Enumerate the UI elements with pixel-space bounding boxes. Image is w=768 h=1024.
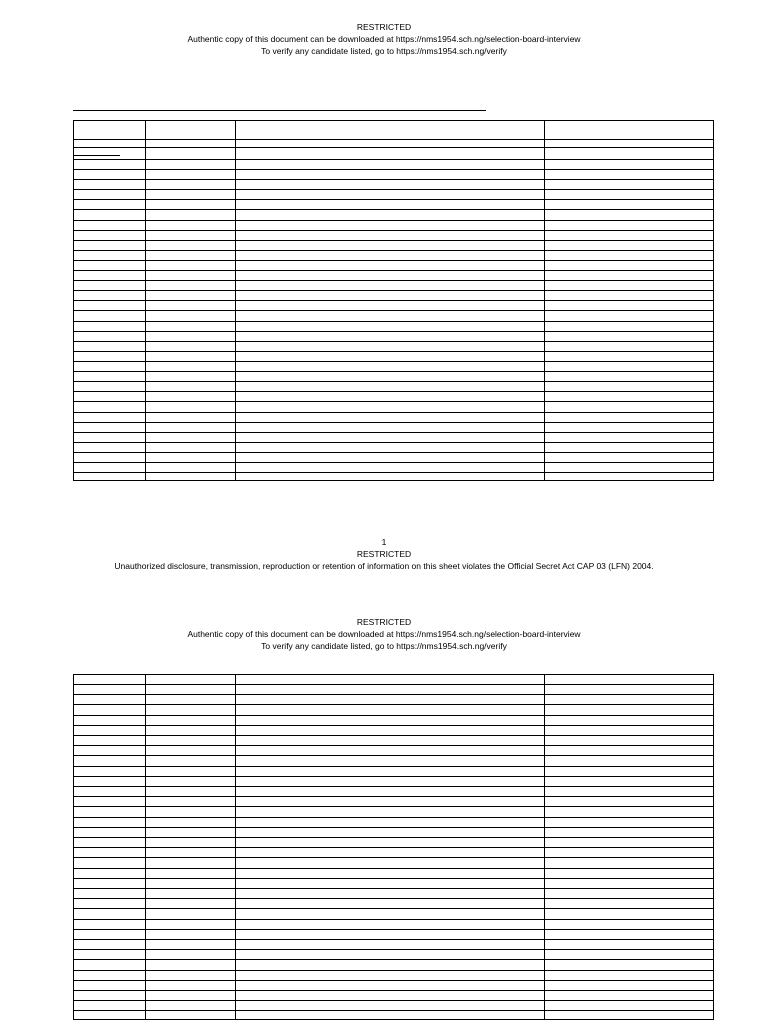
table-row-rule bbox=[74, 321, 713, 322]
table-row-rule bbox=[74, 970, 713, 971]
table-row-rule bbox=[74, 147, 713, 148]
table-row-rule bbox=[74, 401, 713, 402]
table-row-rule bbox=[74, 179, 713, 180]
table-row-rule bbox=[74, 929, 713, 930]
table-row-rule bbox=[74, 847, 713, 848]
table-row-rule bbox=[74, 351, 713, 352]
table-row-rule bbox=[74, 949, 713, 950]
table-row-rule bbox=[74, 290, 713, 291]
table-row-rule bbox=[74, 908, 713, 909]
table-row-rule bbox=[74, 270, 713, 271]
table-row-rule bbox=[74, 704, 713, 705]
page1-verify-note: To verify any candidate listed, go to https://nms1954.sch.ng/verify bbox=[261, 46, 507, 56]
table-row-rule bbox=[74, 300, 713, 301]
table-row-rule bbox=[74, 786, 713, 787]
table-row-rule bbox=[74, 725, 713, 726]
page1-header-classification: RESTRICTED bbox=[356, 22, 412, 32]
table-row-rule bbox=[74, 209, 713, 210]
table-row-rule bbox=[74, 260, 713, 261]
table-row-rule bbox=[74, 230, 713, 231]
table-row-rule bbox=[74, 412, 713, 413]
table-row-rule bbox=[74, 422, 713, 423]
table-row-rule bbox=[74, 878, 713, 879]
table-row-rule bbox=[74, 189, 713, 190]
table-row-rule bbox=[74, 139, 713, 140]
table-row-rule bbox=[74, 250, 713, 251]
table-row-rule bbox=[74, 715, 713, 716]
table-row-rule bbox=[74, 745, 713, 746]
table-row-rule bbox=[74, 796, 713, 797]
table-row-rule bbox=[74, 806, 713, 807]
table-row-rule bbox=[74, 990, 713, 991]
page1-download-note: Authentic copy of this document can be downloaded at https://nms1954.sch.ng/selection-board-interview bbox=[187, 34, 581, 44]
table-row-rule bbox=[74, 199, 713, 200]
table-row-rule bbox=[74, 220, 713, 221]
table-row-rule bbox=[74, 159, 713, 160]
page1-footer-warning: Unauthorized disclosure, transmission, reproduction or retention of information on this sheet violates the Official Secret Act CAP 03 (LFN) 2004. bbox=[114, 561, 654, 571]
table-row-rule bbox=[74, 169, 713, 170]
table-row-rule bbox=[74, 857, 713, 858]
page2-download-note: Authentic copy of this document can be downloaded at https://nms1954.sch.ng/selection-board-interview bbox=[187, 629, 581, 639]
table-row-rule bbox=[74, 462, 713, 463]
table-row-rule bbox=[74, 959, 713, 960]
table-row-rule bbox=[74, 919, 713, 920]
page1-candidate-table bbox=[73, 120, 714, 481]
table-row-rule bbox=[74, 155, 120, 156]
table-row-rule bbox=[74, 240, 713, 241]
table-row-rule bbox=[74, 310, 713, 311]
table-row-rule bbox=[74, 694, 713, 695]
page1-footer-classification: RESTRICTED bbox=[356, 549, 412, 559]
table-row-rule bbox=[74, 868, 713, 869]
page2-verify-note: To verify any candidate listed, go to https://nms1954.sch.ng/verify bbox=[261, 641, 507, 651]
table-row-rule bbox=[74, 371, 713, 372]
table-row-rule bbox=[74, 755, 713, 756]
table-row-rule bbox=[74, 898, 713, 899]
table-row-rule bbox=[74, 837, 713, 838]
table-row-rule bbox=[74, 432, 713, 433]
table-row-rule bbox=[74, 735, 713, 736]
page1-page-number: 1 bbox=[381, 537, 387, 547]
table-row-rule bbox=[74, 776, 713, 777]
table-row-rule bbox=[74, 361, 713, 362]
table-row-rule bbox=[74, 817, 713, 818]
table-row-rule bbox=[74, 1010, 713, 1011]
table-row-rule bbox=[74, 684, 713, 685]
table-row-rule bbox=[74, 280, 713, 281]
table-row-rule bbox=[74, 939, 713, 940]
table-row-rule bbox=[74, 381, 713, 382]
table-row-rule bbox=[74, 766, 713, 767]
table-row-rule bbox=[74, 980, 713, 981]
page1-title-underline bbox=[73, 110, 486, 111]
table-row-rule bbox=[74, 827, 713, 828]
table-row-rule bbox=[74, 452, 713, 453]
table-row-rule bbox=[74, 1000, 713, 1001]
table-row-rule bbox=[74, 331, 713, 332]
table-row-rule bbox=[74, 472, 713, 473]
page2-candidate-table bbox=[73, 674, 714, 1020]
table-row-rule bbox=[74, 341, 713, 342]
table-row-rule bbox=[74, 888, 713, 889]
page2-header-classification: RESTRICTED bbox=[356, 617, 412, 627]
table-row-rule bbox=[74, 391, 713, 392]
table-row-rule bbox=[74, 442, 713, 443]
